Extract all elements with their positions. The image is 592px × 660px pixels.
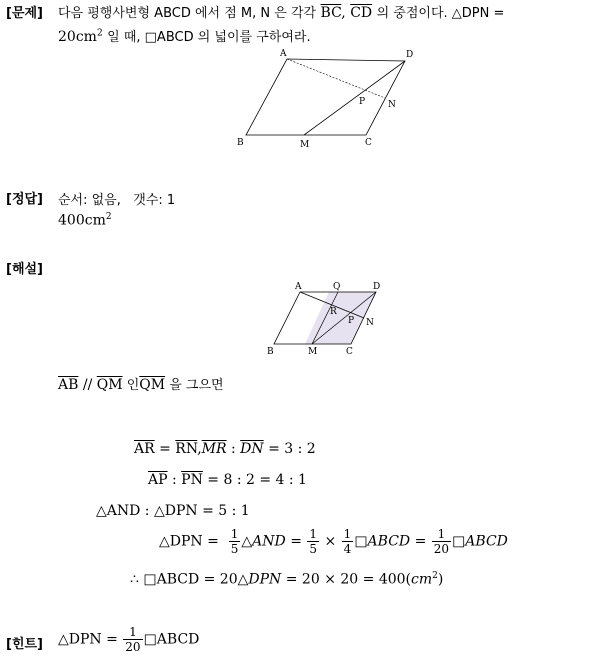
fraction: $\frac{1}{5}$ bbox=[230, 527, 239, 556]
label-c: C bbox=[346, 347, 353, 357]
label-a: A bbox=[280, 49, 287, 59]
hint-equation: △DPN = $\frac{1}{20}$ □ABCD bbox=[58, 625, 200, 654]
label-p: P bbox=[359, 97, 366, 107]
problem-tag: [문제] bbox=[6, 6, 43, 21]
label-c: C bbox=[365, 138, 372, 148]
line-an bbox=[287, 59, 385, 98]
parallel-statement: $\overline{AB} // \overline{QM}$ 인$\overline{QM}$ 을 그으면 bbox=[58, 377, 224, 393]
answer-tag: [정답] bbox=[6, 192, 43, 207]
fraction: $\frac{1}{5}$ bbox=[309, 527, 318, 556]
label-r: R bbox=[330, 307, 337, 317]
answer-value: $400cm^2$ bbox=[58, 212, 112, 229]
label-a: A bbox=[295, 282, 302, 292]
label-m: M bbox=[300, 140, 310, 150]
label-d: D bbox=[406, 50, 414, 60]
label-q: Q bbox=[333, 282, 341, 292]
problem-line-1: 다음 평행사변형 ABCD 에서 점 M, N 은 각각 $\overline{BC}$, $\overline{CD}$ 의 중점이다. △DPN = bbox=[58, 5, 505, 21]
label-d: D bbox=[373, 282, 381, 292]
hint-tag: [힌트] bbox=[6, 637, 43, 652]
label-n: N bbox=[388, 100, 396, 110]
solution-figure bbox=[262, 280, 392, 360]
equation-area-ratio: △AND : △DPN = 5 : 1 bbox=[96, 503, 250, 519]
fraction: $\frac{1}{20}$ bbox=[433, 527, 450, 556]
label-p: P bbox=[348, 316, 355, 326]
answer-line: 순서: 없음, 갯수: 1 bbox=[58, 193, 176, 208]
label-m: M bbox=[308, 347, 318, 357]
fraction: $\frac{1}{4}$ bbox=[343, 527, 352, 556]
equation-ratio-ap: $\overline{AP}$ : $\overline{PN} = 8$ : 2 = 4 : 1 bbox=[148, 472, 307, 488]
equation-conclusion: ∴ □ABCD = 20△DPN = $20 \times 20 = 400(cm^2)$ bbox=[130, 571, 444, 588]
line-md bbox=[304, 61, 405, 135]
segment-bc: $\overline{BC}$ bbox=[320, 5, 342, 21]
segment-cd: $\overline{CD}$ bbox=[350, 5, 373, 21]
problem-figure bbox=[230, 44, 420, 150]
parallelogram bbox=[246, 59, 405, 135]
problem-line-2: $20cm^2$ 일 때, □ABCD 의 넓이를 구하여라. bbox=[58, 28, 311, 45]
fraction: $\frac{1}{20}$ bbox=[125, 625, 141, 654]
solution-tag: [해설] bbox=[6, 262, 43, 277]
label-b: B bbox=[267, 347, 274, 357]
equation-ratio-ar: $\overline{AR} = \overline{RN},\overline{MR}$ : $\overline{DN} = 3$ : 2 bbox=[134, 441, 316, 457]
label-n: N bbox=[366, 318, 374, 328]
label-b: B bbox=[237, 138, 244, 148]
equation-dpn: △DPN = $\frac{1}{5}$ △AND = $\frac{1}{5}$ × $\frac{1}{4}$ □ABCD = $\frac{1}{20}$ □ABCD bbox=[159, 527, 508, 556]
